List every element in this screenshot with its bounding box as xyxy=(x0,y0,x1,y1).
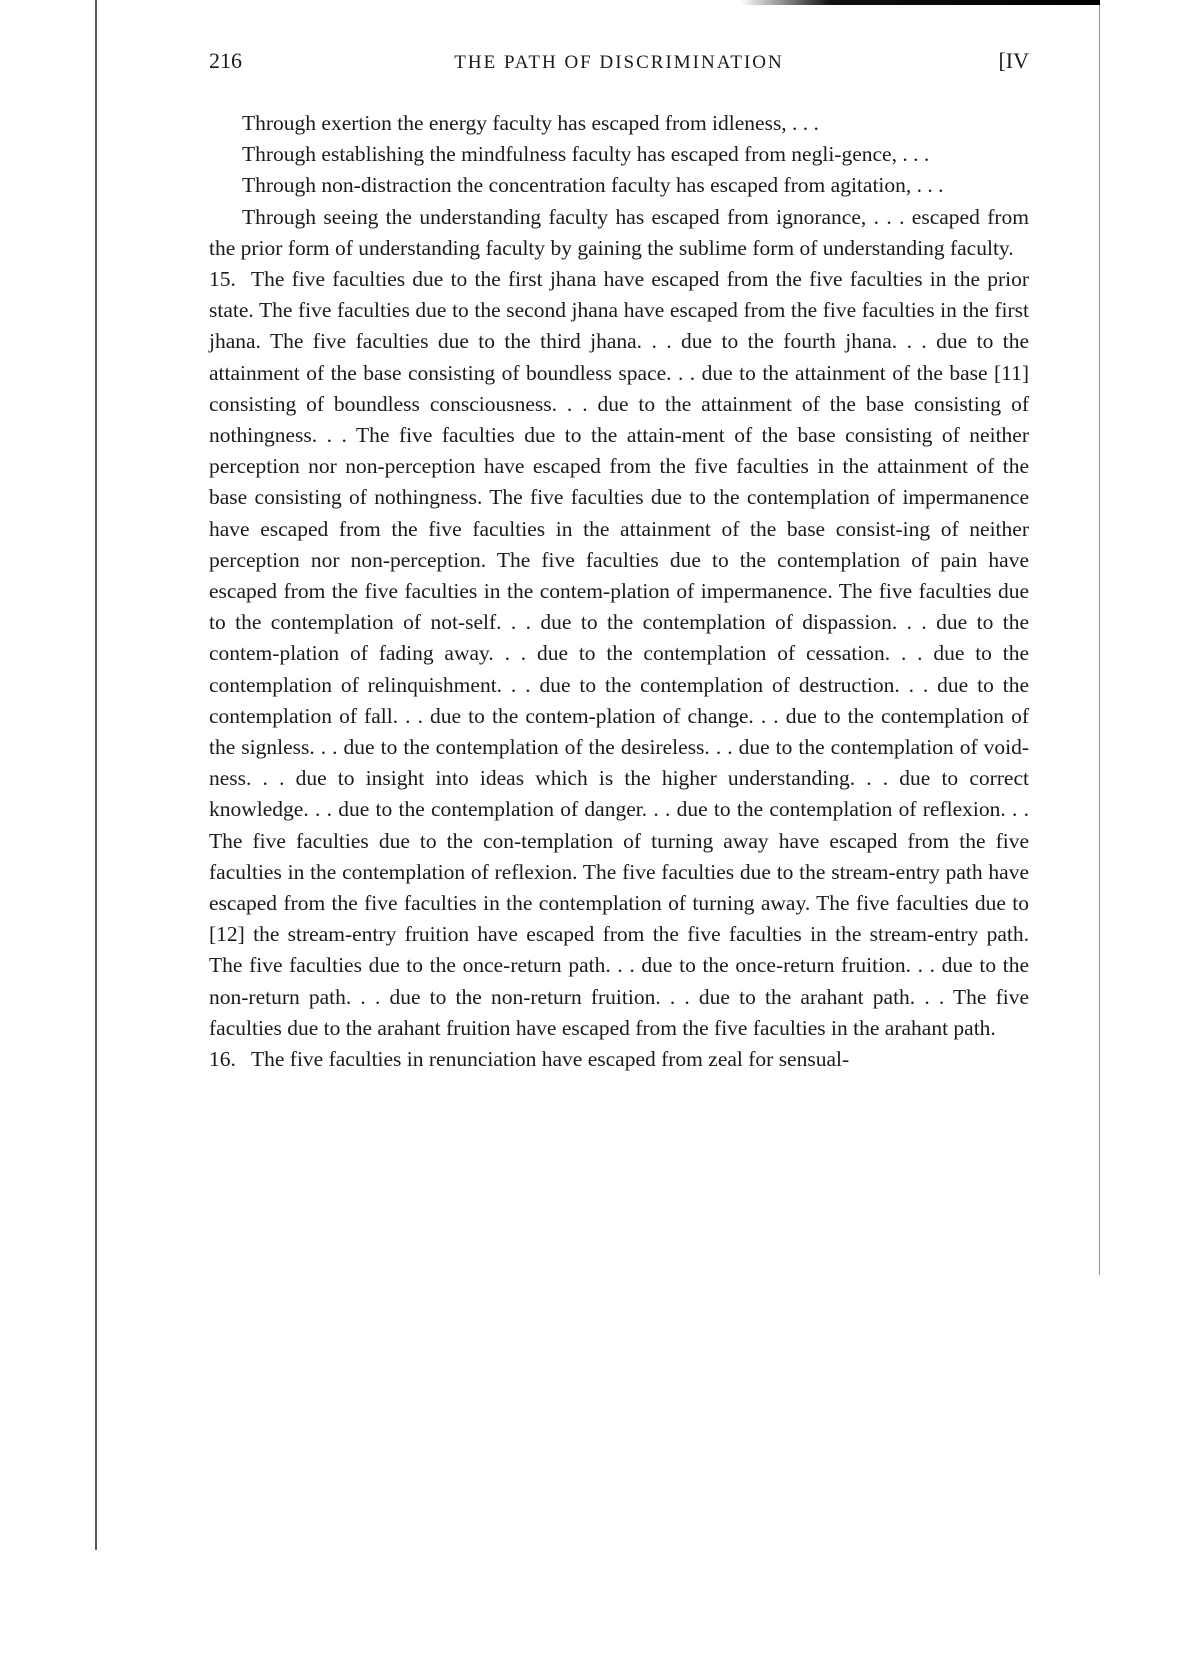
paragraph: Through exertion the energy faculty has escaped from idleness, . . . xyxy=(242,111,819,135)
paragraph: Through seeing the understanding faculty has escaped from ignorance, . . . escaped from the prior form of understanding faculty by gaining the sublime form of understanding faculty. xyxy=(209,204,1029,260)
chapter-marker: [IV xyxy=(998,48,1029,73)
numbered-paragraph-15 xyxy=(209,264,1029,1044)
paragraph-text: The five faculties in renunciation have escaped from zeal for sensual- xyxy=(251,1047,850,1072)
book-page xyxy=(209,48,1029,1075)
numbered-paragraph-16 xyxy=(209,1044,1029,1075)
running-head xyxy=(209,48,1029,88)
paragraph-number: 15. xyxy=(209,267,236,292)
scan-edge-top xyxy=(740,0,1100,5)
page-number: 216 xyxy=(209,48,242,73)
paragraph-text: The five faculties due to the first jhana have escaped from the five faculties in the prior state. The five faculties due to the second jhana have escaped from the five faculties in the first jhana. The five faculties due to the third jhana. . . due to the fourth jhana. . . due to the attainment of the base consisting of boundless space. . . due to the attainment of the base [11] consisting of boundless consciousness. . . due to the attainment of the base consisting of nothingness. . . The five faculties due to the attain-ment of the base consisting of neither perception nor non-perception have escaped from the five faculties in the attainment of the base consisting of nothingness. The five faculties due to the contemplation of impermanence have escaped from the five faculties in the attainment of the base consist-ing of neither perception nor non-perception. The five faculties due to the contemplation of pain have escaped from the five faculties in the contem-plation of impermanence. The five faculties due to the contemplation of not-self. . . due to the contemplation of dispassion. . . due to the contem-plation of fading away. . . due to the contemplation of cessation. . . due to the contemplation of relinquishment. . . due to the contemplation of destruction. . . due to the contemplation of fall. . . due to the contem-plation of change. . . due to the contemplation of the signless. . . due to the contemplation of the desireless. . . due to the contemplation of void-ness. . . due to insight into ideas which is the higher understanding. . . due to correct knowledge. . . due to the contemplation of danger. . . due to the contemplation of reflexion. . . The five faculties due to the con-templation of turning away have escaped from the five faculties in the contemplation of reflexion. The five faculties due to the stream-entry path have escaped from the five faculties in the contemplation of turning away. The five faculties due to [12] the stream-entry fruition have escaped from the five faculties in the stream-entry path. The five faculties due to the once-return path. . . due to the once-return fruition. . . due to the non-return path. . . due to the non-return fruition. . . due to the arahant path. . . The five faculties due to the arahant fruition have escaped from the five faculties in the arahant path. xyxy=(209,267,1029,1040)
paragraph-number: 16. xyxy=(209,1047,236,1072)
body-text xyxy=(209,108,1029,1075)
paragraph: Through non-distraction the concentration faculty has escaped from agitation, . . . xyxy=(242,173,944,198)
running-title: THE PATH OF DISCRIMINATION xyxy=(454,52,784,73)
scan-edge-right xyxy=(1099,5,1100,1275)
scan-edge-left xyxy=(95,0,97,1550)
paragraph: Through establishing the mindfulness faculty has escaped from negli-gence, . . . xyxy=(242,142,930,167)
